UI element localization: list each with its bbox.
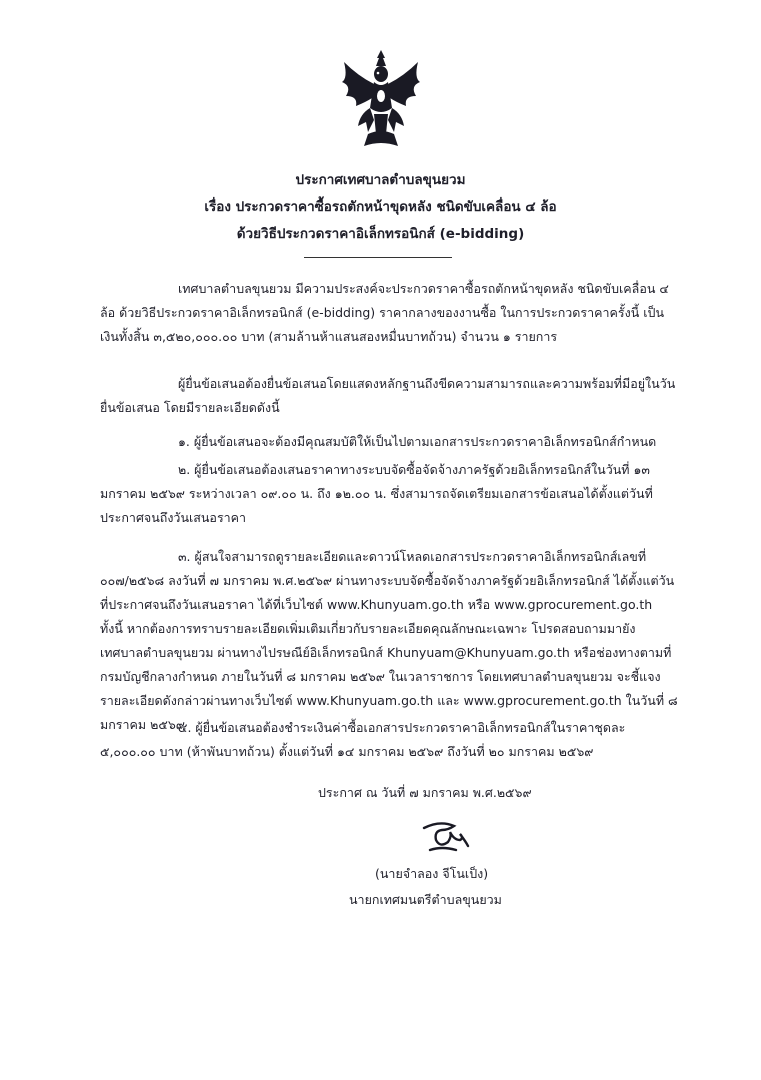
document-title: ประกาศเทศบาลตำบลขุนยวม (295, 172, 466, 188)
paragraph-intro: เทศบาลตำบลขุนยวม มีความประสงค์จะประกวดราคาซื้อรถตักหน้าขุดหลัง ชนิดขับเคลื่อน ๔ ล้อ ด้วยวิธีประกวดราคาอิเล็กทรอนิกส์ (e-bidding) ราคากลางของงานซื้อ ในการประกวดราคาครั้งนี้ เป็นเงินทั้งสิ้น ๓,๕๒๐,๐๐๐.๐๐ บาท (สามล้านห้าแสนสองหมื่นบาทถ้วน) จำนวน ๑ รายการ (100, 281, 669, 344)
list-item-4: ๔. ผู้ยื่นข้อเสนอต้องชำระเงินค่าซื้อเอกสารประกวดราคาอิเล็กทรอนิกส์ในราคาชุดละ ๕,๐๐๐.๐๐ บาท (ห้าพันบาทถ้วน) ตั้งแต่วันที่ ๑๔ มกราคม ๒๕๖๙ ถึงวันที่ ๒๐ มกราคม ๒๕๖๙ (100, 720, 626, 759)
garuda-emblem-icon (338, 48, 424, 152)
list-item-3: ๓. ผู้สนใจสามารถดูรายละเอียดและดาวน์โหลดเอกสารประกวดราคาอิเล็กทรอนิกส์เลขที่ ๐๐๗/๒๕๖๘ ลงวันที่ ๗ มกราคม พ.ศ.๒๕๖๙ ผ่านทางระบบจัดซื้อจัดจ้างภาครัฐด้วยอิเล็กทรอนิกส์ ได้ตั้งแต่วันที่ประกาศจนถึงวันเสนอราคา ได้ที่เว็บไซต์ www.Khunyuam.go.th หรือ www.gprocurement.go.th ทั้งนี้ หากต้องการทราบรายละเอียดเพิ่มเติมเกี่ยวกับรายละเอียดคุณลักษณะเฉพาะ โปรดสอบถามมายัง เทศบาลตำบลขุนยวม ผ่านทางไปรษณีย์อิเล็กทรอนิกส์ Khunyuam@Khunyuam.go.th หรือช่องทางตามที่กรมบัญชีกลางกำหนด ภายในวันที่ ๘ มกราคม ๒๕๖๙ ในเวลาราชการ โดยเทศบาลตำบลขุนยวม จะชี้แจงรายละเอียดดังกล่าวผ่านทางเว็บไซต์ www.Khunyuam.go.th และ www.gprocurement.go.th ในวันที่ ๘ มกราคม ๒๕๖๙ (100, 549, 678, 732)
list-item-1: ๑. ผู้ยื่นข้อเสนอจะต้องมีคุณสมบัติให้เป็นไปตามเอกสารประกวดราคาอิเล็กทรอนิกส์กำหนด (178, 434, 657, 449)
document-subject: เรื่อง ประกวดราคาซื้อรถตักหน้าขุดหลัง ชนิดขับเคลื่อน ๔ ล้อ (204, 199, 557, 215)
paragraph-requirements: ผู้ยื่นข้อเสนอต้องยื่นข้อเสนอโดยแสดงหลักฐานถึงขีดความสามารถและความพร้อมที่มีอยู่ในวันยื่นข้อเสนอ โดยมีรายละเอียดดังนี้ (100, 376, 676, 415)
announcement-date: ประกาศ ณ วันที่ ๗ มกราคม พ.ศ.๒๕๖๙ (318, 785, 532, 800)
title-underline (304, 257, 452, 258)
list-item-2: ๒. ผู้ยื่นข้อเสนอต้องเสนอราคาทางระบบจัดซื้อจัดจ้างภาครัฐด้วยอิเล็กทรอนิกส์ในวันที่ ๑๓ มกราคม ๒๕๖๙ ระหว่างเวลา ๐๙.๐๐ น. ถึง ๑๒.๐๐ น. ซึ่งสามารถจัดเตรียมเอกสารข้อเสนอได้ตั้งแต่วันที่ประกาศจนถึงวันเสนอราคา (100, 462, 653, 525)
document-method: ด้วยวิธีประกวดราคาอิเล็กทรอนิกส์ (e-bidding) (236, 226, 525, 242)
signer-name: (นายจำลอง จีโนเป็ง) (375, 866, 489, 881)
handwritten-signature-icon (420, 820, 472, 860)
signer-title: นายกเทศมนตรีตำบลขุนยวม (349, 892, 502, 907)
